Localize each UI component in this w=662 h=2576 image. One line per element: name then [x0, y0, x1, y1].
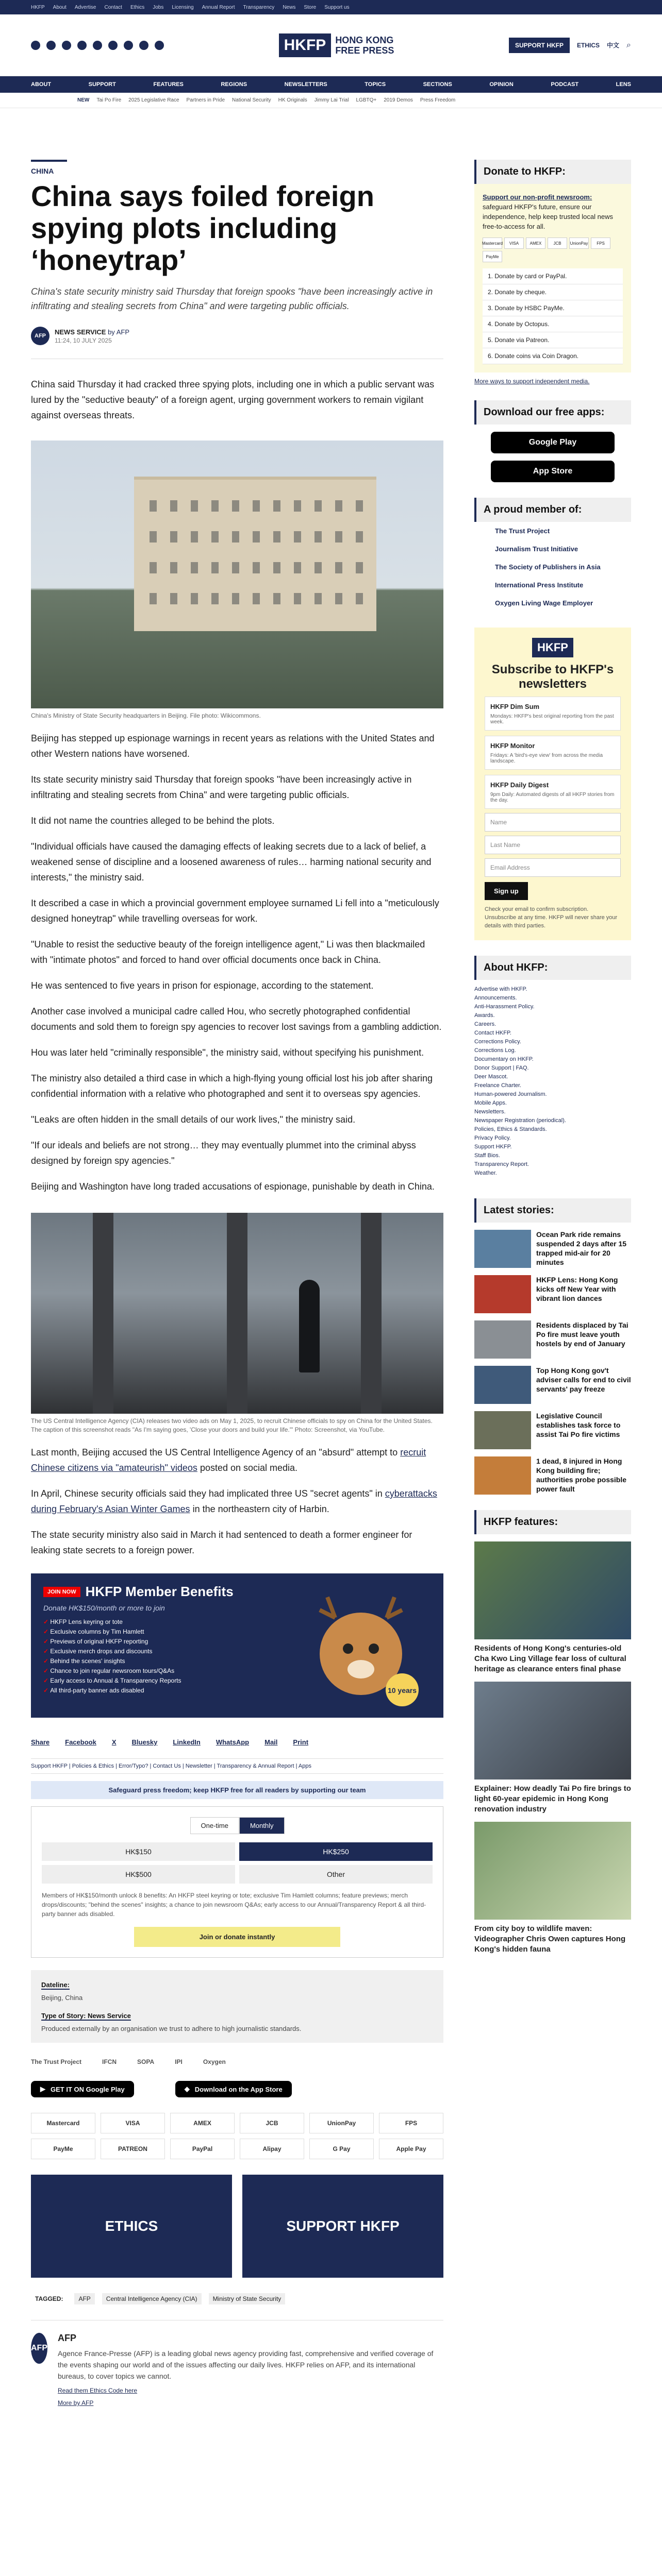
google-play-button[interactable]: Google Play	[491, 432, 615, 453]
window-pillar	[361, 1213, 382, 1414]
latest-story[interactable]	[474, 1230, 631, 1268]
threads-icon[interactable]	[124, 41, 133, 50]
top-link[interactable]: Annual Report	[202, 4, 235, 10]
trending-bar	[0, 93, 662, 108]
donate-option[interactable]: 2. Donate by cheque.	[483, 284, 623, 300]
publish-date: 11:24, 10 JULY 2025	[55, 336, 112, 344]
donate-widget-heading: Donate to HKFP:	[474, 160, 631, 184]
more-ways-link[interactable]: More ways to support independent media.	[474, 378, 590, 385]
about-link[interactable]: Newsletters.	[474, 1109, 506, 1115]
latest-story[interactable]	[474, 1275, 631, 1313]
paragraph: It described a case in which a provincial government employee surnamed Li fell into a "meticulously designed honeytrap" while travelling overseas for work.	[31, 898, 439, 924]
donate-widget-body: safeguard HKFP's future, ensure our independence, help keep trusted local news free-to-access for all.	[483, 203, 613, 230]
x-icon[interactable]	[46, 41, 56, 50]
logo-line: FREE PRESS	[335, 45, 394, 56]
support-button[interactable]: SUPPORT HKFP	[509, 38, 570, 53]
photo-caption: China's Ministry of State Security headquarters in Beijing. File photo: Wikicommons.	[31, 712, 261, 719]
paragraph: Hou was later held "criminally responsible", the ministry said, without specifying his punishment.	[31, 1047, 424, 1058]
author-name[interactable]: NEWS SERVICE	[55, 328, 106, 336]
payment-logo: AMEX	[526, 238, 545, 249]
article-title: China says foiled foreign spying plots including ‘honeytrap’	[31, 180, 374, 276]
author-box-bio: Agence France-Presse (AFP) is a leading global news agency providing fast, comprehensive and verified coverage of the events shaping our world and of the issues affecting our daily lives. HKFP relies on AFP, and its international bureaus, to cover topics we cannot.	[58, 2349, 434, 2380]
membership-subtitle: Donate HK$150/month or more to join	[43, 1604, 165, 1612]
about-link[interactable]: Human-powered Journalism.	[474, 1091, 547, 1097]
deer-mascot-icon	[299, 1587, 423, 1710]
donation-amounts	[42, 1842, 433, 1884]
newsletter-note: Check your email to confirm subscription. Unsubscribe at any time. HKFP will never share your details with third parties.	[485, 906, 618, 929]
story-title[interactable]: 1 dead, 8 injured in Hong Kong building fire; authorities probe possible power fault	[536, 1457, 627, 1493]
email-field[interactable]: Email Address	[485, 858, 621, 877]
article-main	[31, 108, 443, 2406]
latest-story[interactable]	[474, 1411, 631, 1449]
paragraph	[31, 1445, 443, 1476]
logo-line: HONG KONG	[335, 35, 394, 45]
donation-text: Members of HK$150/month unlock 8 benefits: An HKFP steel keyring or tote; exclusive Tim Hamlett columns; feature previews; merch drops/discounts; "behind the scenes" insights; a chance to join newsroom Q&As; early access to our Annual/Transparency Report & all third-party banner ads disabled.	[42, 1892, 426, 1918]
first-name-field[interactable]: Name	[485, 813, 621, 832]
nav-item-support[interactable]: SUPPORT	[88, 81, 116, 88]
paragraph: It did not name the countries alleged to be behind the plots.	[31, 816, 275, 826]
nav-item-opinion[interactable]: OPINION	[489, 81, 514, 88]
tag-link[interactable]: AFP	[74, 2293, 94, 2304]
newsletter-widget	[474, 628, 631, 940]
share-mail[interactable]: Mail	[264, 1738, 278, 1746]
perk-item: ✓ Chance to join regular newsroom tours/Q&As	[43, 1666, 234, 1676]
feature-story[interactable]	[474, 1682, 631, 1815]
about-link[interactable]: Corrections Policy.	[474, 1039, 521, 1045]
article-footer-links[interactable]: Support HKFP | Policies & Ethics | Error/Typo? | Contact Us | Newsletter | Transparency & Annual Report | Apps	[31, 1758, 443, 1774]
feature-image	[474, 1822, 631, 1920]
anniversary-badge: 10 years	[387, 1686, 417, 1694]
top-link[interactable]: Licensing	[172, 4, 194, 10]
paragraph: "If our ideals and beliefs are not strong… they may eventually plummet into the criminal abyss designed by foreign spy agencies."	[31, 1140, 416, 1166]
paragraph: Another case involved a municipal cadre called Hou, who secretly photographed confidential documents and sold them to foreign spy agencies to recover lost savings from a gambling addiction.	[31, 1006, 442, 1032]
tags	[31, 2293, 443, 2304]
newsletter-option[interactable]	[485, 736, 621, 770]
about-link[interactable]: Corrections Log.	[474, 1047, 516, 1054]
about-link[interactable]: Donor Support | FAQ.	[474, 1065, 529, 1071]
nav-item-about[interactable]: ABOUT	[31, 81, 52, 88]
social-icons	[31, 41, 164, 50]
perk-item: ✓ Exclusive merch drops and discounts	[43, 1647, 234, 1656]
features-heading: HKFP features:	[474, 1510, 631, 1534]
payment-logo: FPS	[379, 2113, 443, 2133]
about-link[interactable]: Contact HKFP.	[474, 1030, 511, 1036]
linkedin-icon[interactable]	[93, 41, 102, 50]
top-link[interactable]: About	[53, 4, 67, 10]
paragraph: He was sentenced to five years in prison for espionage, according to the statement.	[31, 980, 374, 991]
payment-logo: VISA	[101, 2113, 165, 2133]
donate-widget	[474, 184, 631, 372]
trending-item[interactable]: National Security	[232, 97, 271, 103]
telegram-icon[interactable]	[108, 41, 118, 50]
latest-story[interactable]	[474, 1366, 631, 1404]
author-box	[31, 2320, 443, 2406]
promo-tiles	[31, 2175, 443, 2278]
member-logos	[474, 522, 631, 612]
share-bar	[31, 1738, 443, 1746]
trust-logo[interactable]: IPI	[175, 2058, 183, 2065]
byline	[31, 327, 443, 359]
amount-option[interactable]: HK$500	[42, 1865, 235, 1884]
ethics-promo[interactable]: ETHICS	[31, 2175, 232, 2278]
donate-option[interactable]: 5. Donate via Patreon.	[483, 332, 623, 348]
top-utility-bar	[0, 0, 662, 14]
about-link[interactable]: Awards.	[474, 1012, 495, 1019]
inline-link[interactable]: cyberattacks during February's Asian Winter Games	[31, 1488, 437, 1514]
story-type-value: Produced externally by an organisation we trust to adhere to high journalistic standards.	[41, 2025, 302, 2032]
newsletter-option-title: HKFP Dim Sum	[490, 703, 540, 710]
trending-item[interactable]: LGBTQ+	[356, 97, 377, 103]
store-label: GET IT ON Google Play	[51, 2085, 125, 2093]
trust-logo[interactable]: The Trust Project	[31, 2058, 82, 2065]
payment-logo: UnionPay	[309, 2113, 374, 2133]
perk-item: ✓ HKFP Lens keyring or tote	[43, 1617, 234, 1627]
newsletter-option-desc: Fridays: A 'bird's-eye view' from across the media landscape.	[490, 753, 603, 764]
newsletter-option-title: HKFP Daily Digest	[490, 781, 549, 789]
top-link[interactable]: Advertise	[74, 4, 96, 10]
donate-widget-text	[483, 192, 623, 231]
paragraph: Beijing has stepped up espionage warnings in recent years as relations with the United States and other Western nations have worsened.	[31, 733, 435, 759]
story-thumbnail	[474, 1456, 531, 1495]
about-link[interactable]: Mobile Apps.	[474, 1100, 507, 1106]
author-box-avatar: AFP	[31, 2333, 47, 2364]
window-pillar	[227, 1213, 247, 1414]
top-link[interactable]: Jobs	[153, 4, 164, 10]
nav-item-regions[interactable]: REGIONS	[221, 81, 247, 88]
newsletter-title: Subscribe to HKFP's newsletters	[491, 663, 614, 691]
newsletter-option-title: HKFP Monitor	[490, 742, 535, 750]
nav-item-newsletters[interactable]: NEWSLETTERS	[284, 81, 327, 88]
about-link[interactable]: Support HKFP.	[474, 1144, 512, 1150]
payment-logo: JCB	[548, 238, 567, 249]
top-link[interactable]: Support us	[324, 4, 350, 10]
article-standfirst: China's state security ministry said Thursday that foreign spooks "have been increasingly active in infiltrating and stealing secrets from China" and were targeting public officials.	[31, 286, 433, 311]
facebook-icon[interactable]	[31, 41, 40, 50]
trust-logo[interactable]: SOPA	[137, 2058, 155, 2065]
story-type-heading: Type of Story: News Service	[41, 2012, 131, 2020]
sidebar	[474, 108, 631, 2406]
member-logo[interactable]: The Trust Project	[495, 527, 550, 535]
window-pillar	[93, 1213, 113, 1414]
story-title[interactable]: Residents displaced by Tai Po fire must leave youth hostels by end of January	[536, 1321, 628, 1348]
tab-one-time[interactable]: One-time	[190, 1817, 239, 1834]
payment-logo: PayMe	[31, 2139, 95, 2159]
header-actions	[509, 38, 631, 53]
paragraph: The state security ministry also said in March it had sentenced to death a former engineer for leaking state secrets to a foreign power.	[31, 1530, 412, 1555]
about-link[interactable]: Policies, Ethics & Standards.	[474, 1126, 547, 1132]
signup-button[interactable]: Sign up	[485, 882, 528, 900]
more-by-author-link[interactable]: More by AFP	[58, 2399, 94, 2406]
feature-image	[474, 1541, 631, 1639]
logo-wordmark	[335, 35, 394, 56]
author-by[interactable]: by AFP	[108, 328, 129, 336]
donate-option[interactable]: 1. Donate by card or PayPal.	[483, 268, 623, 284]
perk-item: ✓ Behind the scenes' insights	[43, 1656, 234, 1666]
story-thumbnail	[474, 1275, 531, 1313]
member-logo[interactable]: Journalism Trust Initiative	[495, 545, 578, 553]
top-link[interactable]: News	[283, 4, 296, 10]
perk-item: ✓ Previews of original HKFP reporting	[43, 1637, 234, 1647]
main-nav	[0, 76, 662, 93]
paragraph	[31, 1486, 443, 1517]
share-x[interactable]: X	[111, 1738, 117, 1746]
member-logo[interactable]: Oxygen Living Wage Employer	[495, 599, 593, 607]
top-link[interactable]: Ethics	[130, 4, 145, 10]
nav-item-podcast[interactable]: PODCAST	[551, 81, 579, 88]
latest-heading: Latest stories:	[474, 1198, 631, 1223]
category-rule	[31, 160, 67, 162]
about-link[interactable]: Deer Mascot.	[474, 1074, 508, 1080]
photo-caption: The US Central Intelligence Agency (CIA) releases two video ads on May 1, 2025, to recruit Chinese officials to spy on China for the United States. The caption of this screenshot reads "As I'm saying goes, 'Close your doors and build your life.'" Photo: Screenshot, via YouTube.	[31, 1417, 433, 1433]
newsletter-option[interactable]	[485, 775, 621, 809]
author-box-name[interactable]: AFP	[58, 2333, 76, 2343]
instagram-icon[interactable]	[62, 41, 71, 50]
share-facebook[interactable]: Facebook	[65, 1738, 96, 1746]
story-thumbnail	[474, 1411, 531, 1449]
newsletter-logo: HKFP	[532, 638, 573, 657]
feature-image	[474, 1682, 631, 1780]
payment-logo: PayPal	[170, 2139, 235, 2159]
paragraph: "Leaks are often hidden in the small details of our work lives," the ministry said.	[31, 1114, 356, 1125]
donate-card-logos	[483, 238, 623, 262]
support-banner[interactable]: Safeguard press freedom; keep HKFP free for all readers by supporting our team	[31, 1781, 443, 1799]
top-link[interactable]: HKFP	[31, 4, 45, 10]
about-links	[474, 980, 631, 1183]
article-category[interactable]: CHINA	[31, 167, 54, 175]
trending-item[interactable]: 2025 Legislative Race	[128, 97, 179, 103]
payment-logo: Mastercard	[483, 238, 502, 249]
payment-logo: AMEX	[170, 2113, 235, 2133]
trending-item[interactable]: HK Originals	[278, 97, 307, 103]
nav-item-topics[interactable]: TOPICS	[365, 81, 386, 88]
logo-mark: HKFP	[279, 33, 332, 57]
newsletter-option-desc: Mondays: HKFP's best original reporting from the past week.	[490, 714, 614, 725]
payment-logo: Apple Pay	[379, 2139, 443, 2159]
donate-option[interactable]: 4. Donate by Octopus.	[483, 316, 623, 332]
dateline-heading: Dateline:	[41, 1981, 70, 1989]
app-store-button[interactable]	[175, 2081, 292, 2097]
donate-option[interactable]: 6. Donate coins via Coin Dragon.	[483, 348, 623, 364]
perk-item: ✓ Early access to Annual & Transparency Reports	[43, 1676, 234, 1686]
site-logo[interactable]	[279, 33, 394, 57]
donation-box	[31, 1806, 443, 1958]
about-link[interactable]: Documentary on HKFP.	[474, 1056, 534, 1062]
top-link[interactable]: Transparency	[243, 4, 275, 10]
author-avatar: AFP	[31, 327, 49, 345]
trust-logo[interactable]: Oxygen	[203, 2058, 226, 2065]
about-link[interactable]: Freelance Charter.	[474, 1082, 522, 1089]
story-title[interactable]: HKFP Lens: Hong Kong kicks off New Year with vibrant lion dances	[536, 1276, 618, 1302]
latest-story[interactable]	[474, 1320, 631, 1359]
story-title[interactable]: Legislative Council establishes task force to assist Tai Po fire victims	[536, 1412, 621, 1438]
newsletter-option-desc: 9pm Daily: Automated digests of all HKFP stories from the day.	[490, 792, 615, 803]
nav-item-lens[interactable]: LENS	[616, 81, 631, 88]
paragraph: China said Thursday it had cracked three spying plots, including one in which a public servant was lured by the "seductive beauty" of a foreign agent, urging government workers to remain vigilant against overseas threats.	[31, 379, 435, 420]
feature-title[interactable]: Explainer: How deadly Tai Po fire brings to light 60-year epidemic in Hong Kong renovation industry	[474, 1784, 631, 1814]
amount-option[interactable]: HK$150	[42, 1842, 235, 1861]
apps-heading: Download our free apps:	[474, 400, 631, 425]
paragraph: Its state security ministry said Thursday that foreign spooks "have been increasingly active in infiltrating and stealing secrets from China" and were targeting public officials.	[31, 774, 412, 800]
app-store-button[interactable]: App Store	[491, 461, 615, 482]
payment-logo: Alipay	[240, 2139, 304, 2159]
donate-option[interactable]: 3. Donate by HSBC PayMe.	[483, 300, 623, 316]
top-link[interactable]: Store	[304, 4, 317, 10]
nav-item-features[interactable]: FEATURES	[153, 81, 184, 88]
payment-logo: PATREON	[101, 2139, 165, 2159]
author-ethics-link[interactable]: Read them Ethics Code here	[58, 2387, 138, 2394]
story-thumbnail	[474, 1366, 531, 1404]
tab-monthly[interactable]: Monthly	[239, 1817, 285, 1834]
about-heading: About HKFP:	[474, 956, 631, 980]
share-bluesky[interactable]: Bluesky	[131, 1738, 158, 1746]
play-icon: ▶	[40, 2085, 45, 2093]
figure-silhouette	[299, 1280, 320, 1372]
lead-photo	[31, 440, 443, 708]
trending-item[interactable]: 2019 Demos	[384, 97, 413, 103]
feature-story[interactable]	[474, 1541, 631, 1674]
about-link[interactable]: Announcements.	[474, 995, 517, 1001]
ethics-link[interactable]: ETHICS	[577, 41, 600, 49]
dateline-value: Beijing, China	[41, 1994, 83, 2002]
trending-item[interactable]: Tai Po Fire	[96, 97, 122, 103]
building-illustration	[134, 477, 376, 631]
trending-item[interactable]: Partners in Pride	[186, 97, 225, 103]
about-link[interactable]: Transparency Report.	[474, 1161, 529, 1167]
payment-logo: Mastercard	[31, 2113, 95, 2133]
paragraph: "Individual officials have caused the damaging effects of leaking secrets due to a lack of belief, a weakened sense of discipline and a loosened awareness of rules… harming national security and interests," the ministry said.	[31, 841, 432, 883]
paragraph: Beijing and Washington have long traded accusations of espionage, punishable by death in China.	[31, 1181, 435, 1192]
dateline-box	[31, 1970, 443, 2043]
about-link[interactable]: Careers.	[474, 1021, 496, 1027]
story-thumbnail	[474, 1320, 531, 1359]
share-print[interactable]: Print	[293, 1738, 309, 1746]
membership-title: HKFP Member Benefits	[85, 1584, 234, 1599]
trust-logo[interactable]: IFCN	[102, 2058, 117, 2065]
member-logo[interactable]: The Society of Publishers in Asia	[495, 563, 601, 571]
about-link[interactable]: Advertise with HKFP.	[474, 986, 527, 992]
app-store-row	[31, 2081, 443, 2097]
story-title[interactable]: Top Hong Kong gov't adviser calls for end to civil servants' pay freeze	[536, 1366, 631, 1393]
story-thumbnail	[474, 1230, 531, 1268]
about-link[interactable]: Staff Bios.	[474, 1153, 500, 1159]
trending-item[interactable]: Jimmy Lai Trial	[314, 97, 349, 103]
feature-title[interactable]: From city boy to wildlife maven: Videographer Chris Owen captures Hong Kong's hidden fauna	[474, 1924, 626, 1954]
donate-support-link[interactable]: Support our non-profit newsroom:	[483, 193, 592, 201]
share-whatsapp[interactable]: WhatsApp	[216, 1738, 250, 1746]
membership-promo[interactable]	[31, 1573, 443, 1718]
payment-logo: G Pay	[309, 2139, 374, 2159]
inline-link[interactable]: recruit Chinese citizens via "amateurish" videos	[31, 1447, 426, 1473]
payment-logo: JCB	[240, 2113, 304, 2133]
text-run: In April, Chinese security officials said they had implicated three US "secret agents" in	[31, 1488, 385, 1499]
payment-methods	[31, 2113, 443, 2159]
member-logo[interactable]: International Press Institute	[495, 581, 584, 589]
about-link[interactable]: Newspaper Registration (periodical).	[474, 1117, 566, 1124]
newsletter-option[interactable]	[485, 697, 621, 731]
paragraph: The ministry also detailed a third case in which a high-flying young official lost his job after sharing confidential information with a relative who photographed and sent it to overseas spy agencies.	[31, 1073, 433, 1099]
top-link[interactable]: Contact	[104, 4, 122, 10]
tag-link[interactable]: Central Intelligence Agency (CIA)	[102, 2293, 202, 2304]
perk-item: ✓ Exclusive columns by Tim Hamlett	[43, 1627, 234, 1637]
amount-option-selected[interactable]: HK$250	[239, 1842, 433, 1861]
last-name-field[interactable]: Last Name	[485, 836, 621, 854]
tag-link[interactable]: Ministry of State Security	[209, 2293, 286, 2304]
tags-label: TAGGED:	[35, 2295, 63, 2302]
join-donate-button[interactable]: Join or donate instantly	[134, 1927, 340, 1947]
amount-option-other[interactable]: Other	[239, 1865, 433, 1884]
support-promo[interactable]: SUPPORT HKFP	[242, 2175, 443, 2278]
payment-logo: UnionPay	[569, 238, 589, 249]
paragraph: "Unable to resist the seductive beauty of the foreign intelligence agent," Li was then blackmailed with "intimate photos" and forced to hand over official documents once back in China.	[31, 939, 425, 965]
share-linkedin[interactable]: LinkedIn	[173, 1738, 201, 1746]
cia-video-photo	[31, 1213, 443, 1414]
share-label: Share	[31, 1738, 50, 1746]
payment-logo: PayMe	[483, 251, 502, 262]
text-run: posted on social media.	[197, 1463, 298, 1473]
trending-label: NEW	[77, 97, 90, 103]
feature-title[interactable]: Residents of Hong Kong's centuries-old Cha Kwo Ling Village fear loss of cultural heritage as clearance enters final phase	[474, 1644, 626, 1673]
text-run: Last month, Beijing accused the US Central Intelligence Agency of an "absurd" attempt to	[31, 1447, 401, 1458]
about-link[interactable]: Privacy Policy.	[474, 1135, 511, 1141]
latest-story[interactable]	[474, 1456, 631, 1495]
bluesky-icon[interactable]	[139, 41, 148, 50]
google-play-button[interactable]	[31, 2081, 134, 2097]
donate-options	[483, 268, 623, 364]
member-heading: A proud member of:	[474, 498, 631, 522]
search-icon[interactable]: ⌕	[626, 40, 631, 49]
payment-logo: FPS	[591, 238, 610, 249]
donation-frequency-tabs	[42, 1817, 433, 1834]
payment-logo: VISA	[504, 238, 524, 249]
mastodon-icon[interactable]	[155, 41, 164, 50]
youtube-icon[interactable]	[77, 41, 87, 50]
about-link[interactable]: Anti-Harassment Policy.	[474, 1004, 535, 1010]
apple-icon: ◆	[184, 2085, 190, 2093]
perk-item: ✓ All third-party banner ads disabled	[43, 1686, 234, 1696]
about-link[interactable]: Weather.	[474, 1170, 497, 1176]
language-link[interactable]: 中文	[607, 42, 620, 49]
trending-item[interactable]: Press Freedom	[420, 97, 456, 103]
nav-item-sections[interactable]: SECTIONS	[423, 81, 452, 88]
site-header	[0, 14, 662, 76]
story-title[interactable]: Ocean Park ride remains suspended 2 days after 15 trapped mid-air for 20 minutes	[536, 1230, 627, 1266]
text-run: in the northeastern city of Harbin.	[190, 1504, 329, 1514]
join-now-badge[interactable]: JOIN NOW	[43, 1587, 80, 1597]
trust-logos	[31, 2058, 443, 2065]
feature-story[interactable]	[474, 1822, 631, 1955]
store-label: Download on the App Store	[194, 2085, 283, 2093]
